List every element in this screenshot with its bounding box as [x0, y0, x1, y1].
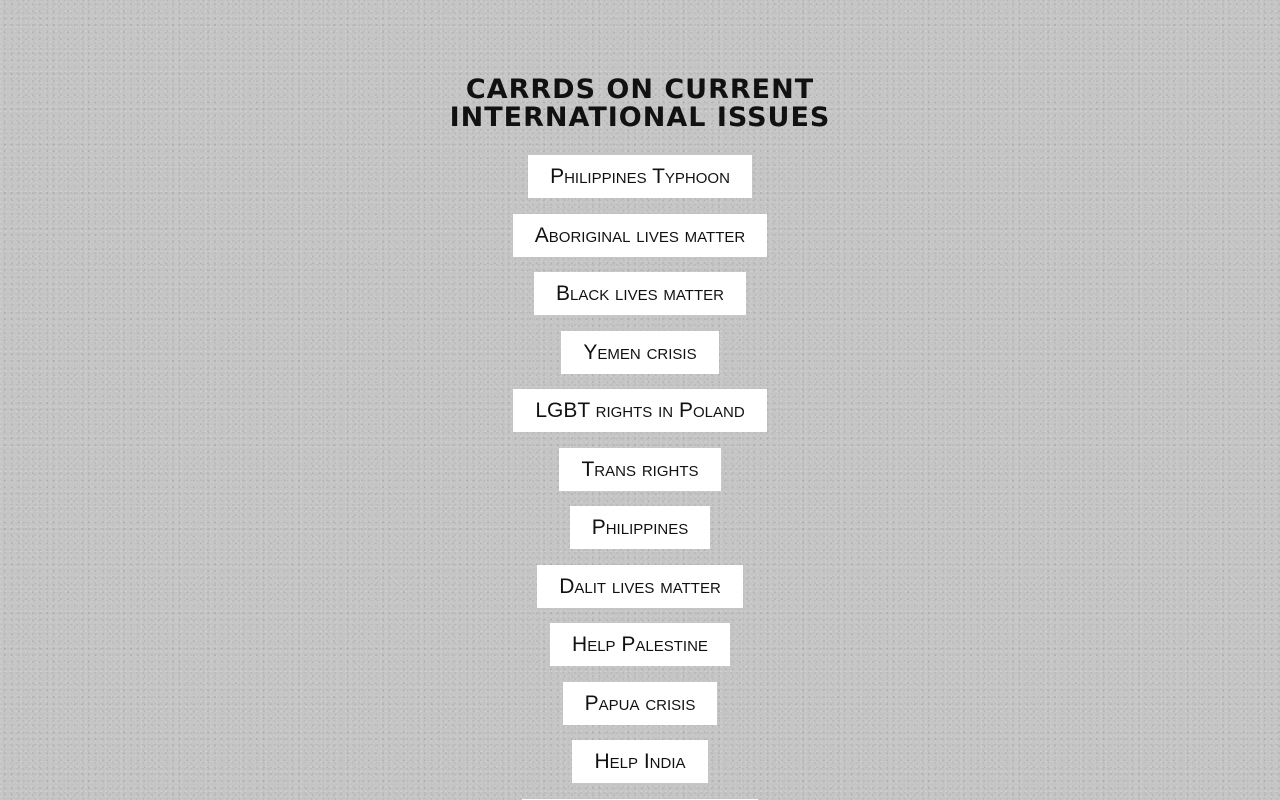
link-help-india[interactable]: Help India: [572, 740, 707, 783]
link-papua-crisis[interactable]: Papua crisis: [563, 682, 718, 725]
link-philippines-typhoon[interactable]: Philippines Typhoon: [528, 155, 752, 198]
page-title-line-1: CARRDS ON CURRENT: [465, 74, 815, 105]
link-help-palestine[interactable]: Help Palestine: [550, 623, 730, 666]
page-title: [0, 76, 1280, 132]
link-philippines[interactable]: Philippines: [570, 506, 711, 549]
link-lgbt-rights-poland[interactable]: LGBT rights in Poland: [513, 389, 766, 432]
link-black-lives-matter[interactable]: Black lives matter: [534, 272, 746, 315]
link-aboriginal-lives-matter[interactable]: Aboriginal lives matter: [513, 214, 767, 257]
link-trans-rights[interactable]: Trans rights: [559, 448, 720, 491]
link-yemen-crisis[interactable]: Yemen crisis: [561, 331, 718, 374]
issue-link-list: [0, 155, 1280, 800]
link-dalit-lives-matter[interactable]: Dalit lives matter: [537, 565, 743, 608]
page-title-line-2: INTERNATIONAL ISSUES: [449, 102, 831, 133]
